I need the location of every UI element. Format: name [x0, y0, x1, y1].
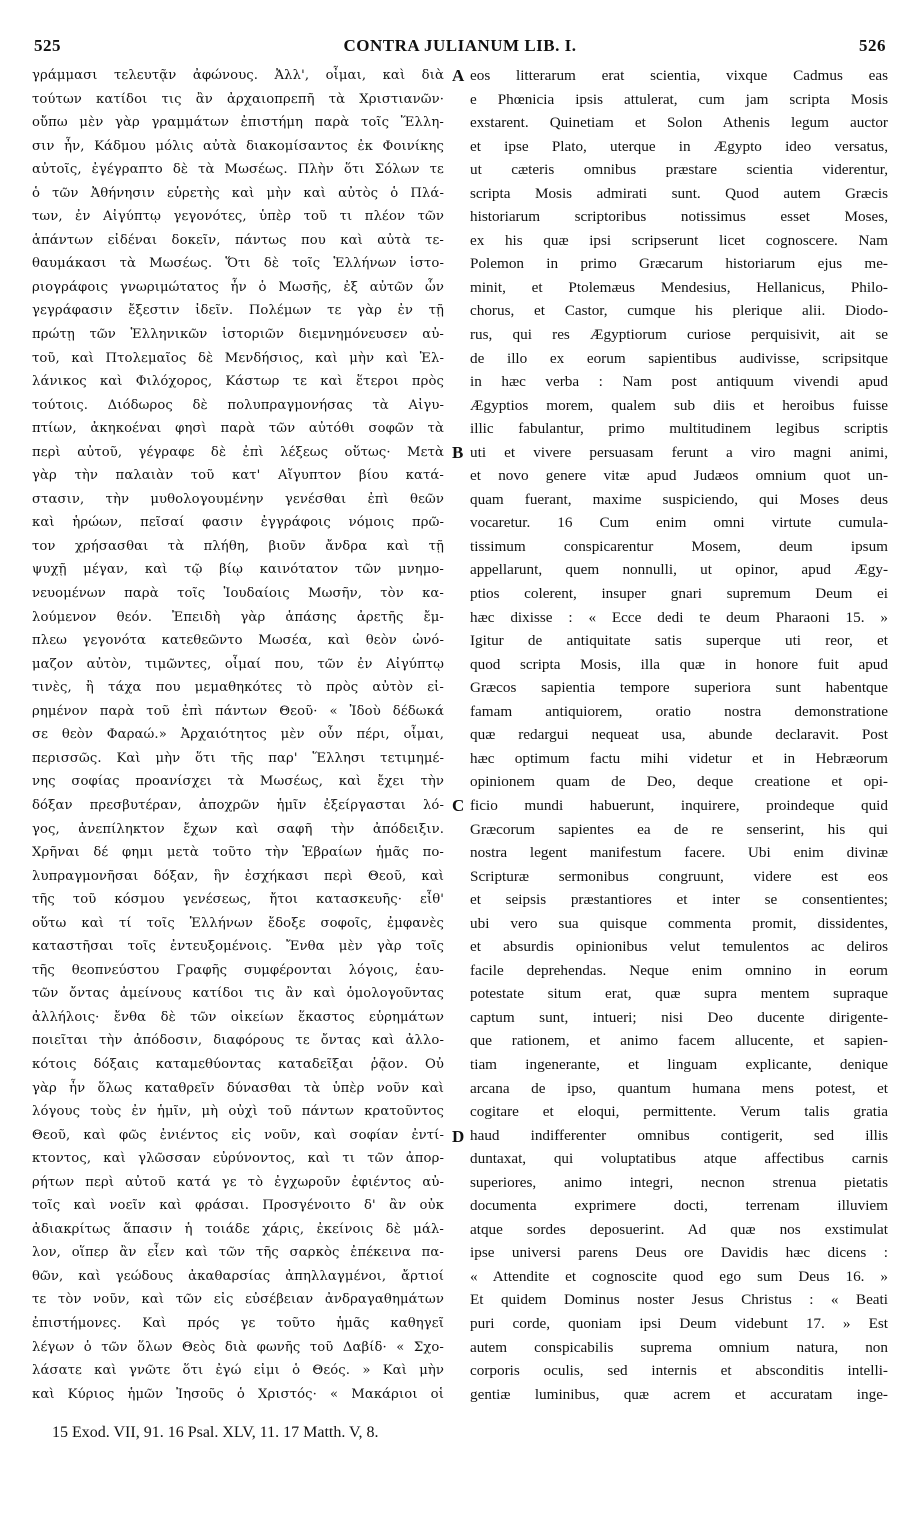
footnotes: 15 Exod. VII, 91. 16 Psal. XLV, 11. 17 Matth. V, 8.: [52, 1424, 379, 1441]
latin-line: « Attendite et cognoscite quod ego sum Deus 16. »: [470, 1267, 888, 1285]
latin-line: Græcos sapientia tempore superiora sunt habentque: [470, 679, 888, 697]
latin-line: de illo ex eorum sapientibus audivisse, scripsitque: [470, 349, 888, 367]
greek-line: λούμενον θεόν. Ἐπειδὴ γὰρ ἁπάσης ἀρετῆς ἔμ-: [32, 609, 444, 625]
latin-line: et novo genere vitæ apud Judæos omnium quot un-: [470, 467, 888, 485]
latin-line: hæc dixisse : « Ecce dedi te deum Pharaoni 15. »: [470, 608, 888, 626]
greek-line: ἀλλήλοις· ἔνθα δὲ τῶν οἰκείων ἕκαστος εὑρημάτων: [32, 1009, 444, 1025]
greek-line: τοῦ, καὶ Πτολεμαῖος δὲ Μενδήσιος, καὶ μὴν καὶ Ἑλ-: [32, 350, 444, 366]
greek-line: τινὲς, ἢ τάχα που μεμαθηκότες τὸ πρὸς αὐτὸν εἰ-: [32, 680, 444, 696]
greek-line: λυπραγμονῆσαι δόξαν, ἣν ἐσχήκασι περὶ Θεοῦ, καὶ: [32, 868, 444, 884]
greek-line: νης σοφίας προανίσχει τὰ Μωσέως, καὶ ἔχει τὴν: [32, 774, 444, 790]
latin-line: corporis oculis, sed internis et absconditis intelli-: [470, 1362, 888, 1380]
greek-line: γος, ἀνεπίληκτον ἔχων καὶ σαφῆ τὴν ἀπόδειξιν.: [32, 821, 444, 837]
greek-line: ψυχῇ μέγαν, καὶ τῷ βίῳ καινότατον τῶν μνημο-: [32, 562, 444, 578]
greek-line: καταστῆσαι τοῖς ἐντευξομένοις. Ἔνθα μὲν γὰρ τοῖς: [32, 939, 444, 955]
greek-line: τῶν ὄντας ἀμείνους κατίδοι τις ἂν καὶ ὁμολογοῦντας: [32, 986, 444, 1002]
greek-line: οὕτω καὶ τί τοῖς Ἑλλήνων ἔδοξε σοφοῖς, ἐμφανὲς: [32, 915, 444, 931]
latin-line: vocaretur. 16 Cum enim omni virtute cumula-: [470, 514, 888, 532]
latin-line: nostra legent manifestum facere. Ubi enim divinæ: [470, 844, 888, 862]
greek-line: πτίων, ἀκηκοέναι φησὶ παρὰ τῶν αὐτόθι σοφῶν τὰ: [32, 421, 444, 437]
latin-line: gentiæ luminibus, quæ acrem et accuratam inge-: [470, 1385, 888, 1403]
greek-line: περισσῶς. Καὶ μὴν ὅτι τῆς παρ' Ἕλλησι τετιμημέ-: [32, 750, 444, 766]
latin-line: et absurdis opinionibus velut temulentos ac deliros: [470, 938, 888, 956]
greek-line: ὁ τῶν Ἀθήνησιν εὑρετὴς καὶ μὴν καὶ αὐτὸς ὁ Πλά-: [32, 185, 444, 201]
latin-line: potestate situm erat, quæ supra mentem supraque: [470, 985, 888, 1003]
greek-line: τῆς θεοπνεύστου Γραφῆς συμφέρονται λόγοις, ἑαυ-: [32, 962, 444, 978]
greek-line: τῆς τοῦ κόσμου γενέσεως, ἤτοι κατασκευῆς· εἶθ': [32, 892, 444, 908]
section-marker-a: A: [452, 66, 465, 85]
latin-line: autem conspicabilis suprema omnium natura, non: [470, 1338, 888, 1356]
latin-line: Igitur de antiquitate satis superque uti reor, et: [470, 632, 888, 650]
greek-line: γὰρ ἦν ὅλως καταθρεῖν δύνασθαι τὰ ὑπὲρ νοῦν καὶ: [32, 1080, 444, 1096]
greek-line: σιν ἦν, Κάδμου μόλις αὐτὰ διακομίσαντος ἐκ Φοινίκης: [32, 138, 444, 154]
greek-line: λον, οἵπερ ἂν εἶεν καὶ τῶν τῆς σαρκὸς ἐπέκεινα πα-: [32, 1245, 444, 1261]
section-marker-b: B: [452, 443, 464, 462]
latin-line: hæc optimum factu mihi videtur et in Hebræorum: [470, 749, 888, 767]
latin-line: ut cæteris omnibus præstare scientia viderentur,: [470, 161, 888, 179]
page-number-right: 526: [859, 36, 886, 55]
greek-line: τε τὸν νοῦν, καὶ τῶν εἰς εὐσέβειαν ἀνδραγαθημάτων: [32, 1292, 444, 1308]
running-title: CONTRA JULIANUM LIB. I.: [343, 36, 577, 55]
latin-column: [470, 64, 888, 1406]
latin-line: atque sordes deposuerint. Ad quæ nos exstimulat: [470, 1220, 888, 1238]
latin-line: tiam ingenerante, et linguam explicante, denique: [470, 1055, 888, 1073]
latin-line: Et quidem Dominus noster Jesus Christus : « Beati: [470, 1291, 888, 1309]
greek-line: κτοντος, καὶ γλῶσσαν εὐρύνοντος, καὶ τι τῶν ἀπορ-: [32, 1151, 444, 1167]
latin-line: que rationem, et animo facem allucente, et sapien-: [470, 1032, 888, 1050]
latin-line: ubi vero sua quisque commenta promit, dissidentes,: [470, 914, 888, 932]
latin-line: quod scripta Mosis, illa quæ in honore fuit apud: [470, 655, 888, 673]
greek-line: θῶν, καὶ γεώδους ἀκαθαρσίας ἀπηλλαγμένοι, ἄρτιοί: [32, 1268, 444, 1284]
latin-line: superiores, animo integri, necnon strenua pietatis: [470, 1173, 888, 1191]
greek-line: τούτοις. Διόδωρος δὲ πολυπραγμονήσας τὰ Αἰγυ-: [32, 397, 444, 413]
latin-line: in hæc verba : Nam post antiquum vivendi apud: [470, 373, 888, 391]
greek-line: Χρῆναι δέ φημι μετὰ τοῦτο τὴν Ἑβραίων ἡμᾶς πο-: [32, 845, 444, 861]
section-marker-d: D: [452, 1127, 465, 1146]
greek-line: δόξαν πρεσβυτέραν, ἀποχρῶν ἡμῖν ἐξείργασται λό-: [32, 797, 444, 813]
latin-line: rus, qui res Ægyptiorum curiose perquisivit, ait se: [470, 326, 888, 344]
greek-line: λάσατε καὶ γνῶτε ὅτι ἐγώ εἰμι ὁ Θεός. » Καὶ μὴν: [32, 1363, 444, 1379]
latin-line: ipse universi parens Deus ore Davidis hæc dicens :: [470, 1244, 888, 1262]
latin-line: exstarent. Quinetiam et Solon Athenis legum auctor: [470, 114, 888, 132]
greek-line: ριογράφοις γνωριμώτατος ἦν ὁ Μωσῆς, ἐξ αὐτῶν ὧν: [32, 279, 444, 295]
latin-line: puri corde, quoniam ipsi Deum videbunt 17. » Est: [470, 1314, 888, 1332]
greek-line: καὶ Κύριος ἡμῶν Ἰησοῦς ὁ Χριστός· « Μακάριοι οἱ: [32, 1386, 444, 1402]
latin-line: et ipse Plato, uterque in Ægypto ideo versatus,: [470, 137, 888, 155]
latin-line: scripta Mosis admirati sunt. Quod autem Græcis: [470, 184, 888, 202]
latin-line: et seipsis præstantiores et inter se consentientes;: [470, 891, 888, 909]
latin-line: ex his quæ ipsi scripserunt licet cognoscere. Nam: [470, 231, 888, 249]
greek-line: ἁπάντων εἰδέναι δοκεῖν, πάντως που καὶ αὐτὰ τε-: [32, 232, 444, 248]
latin-line: appellarunt, quem nonnulli, ut opinor, apud Ægy-: [470, 561, 888, 579]
latin-line: eos litterarum erat scientia, vixque Cadmus eas: [470, 67, 888, 84]
latin-line: duntaxat, qui voluptatibus atque affectibus carnis: [470, 1150, 888, 1168]
latin-line: ficio mundi habuerunt, inquirere, proindeque quid: [470, 796, 888, 814]
latin-line: facile deprehendas. Neque enim omnino in eorum: [470, 961, 888, 979]
greek-line: γὰρ τὴν παλαιὰν τοῦ κατ' Αἴγυπτον βίου κατά-: [32, 468, 444, 484]
greek-line: θαυμάκασι τὰ Μωσέως. Ὅτι δὲ τοῖς Ἑλλήνων ἱστο-: [32, 256, 444, 272]
greek-line: ρημένον παρὰ τοῦ ἐπὶ πάντων Θεοῦ· « Ἰδοὺ δέδωκά: [32, 703, 444, 719]
latin-line: chorus, et Castor, cumque his plerique alii. Diodo-: [470, 302, 888, 320]
greek-line: σε θεὸν Φαραώ.» Ἀρχαιότητος μὲν οὖν πέρι, οἶμαι,: [32, 727, 444, 743]
latin-line: tissimum conspicarentur Mosem, deum ipsum: [470, 537, 888, 555]
greek-column: [32, 64, 444, 1406]
greek-line: των, ἐν Αἰγύπτῳ γεγονότες, ὑπὲρ τοῦ τι πλέον τῶν: [32, 209, 444, 225]
greek-line: τον χρήσασθαι τὰ πλήθη, βιοῦν ἄνδρα καὶ τῇ: [32, 538, 444, 554]
section-marker-c: C: [452, 796, 465, 815]
greek-line: τοῖς καὶ νοεῖν καὶ φράσαι. Προσγένοιτο δ' ἂν οὐκ: [32, 1198, 444, 1214]
greek-line: ἐπιστήμονες. Καὶ πρός γε τοῦτο ἡμᾶς καθηγεῖ: [32, 1315, 444, 1331]
latin-line: Polemon in primo Græcarum historiarum ejus me-: [470, 255, 888, 273]
latin-line: Ægyptios morem, qualem sub diis et heroibus fuisse: [470, 396, 888, 414]
greek-line: στασιν, τὴν μυθολογουμένην γενέσθαι ἐπὶ θεῶν: [32, 491, 444, 507]
greek-line: κότοις δόξαις καταμεθύοντας καταδεῖξαι ῥᾷον. Οὐ: [32, 1056, 444, 1072]
latin-line: quæ redargui nequeat usa, abunde declaravit. Post: [470, 726, 888, 744]
latin-line: Scripturæ sermonibus congruunt, videre est eos: [470, 867, 888, 885]
latin-line: quam fuerant, maxime suspiciendo, qui Moses deus: [470, 490, 888, 508]
latin-line: arcana de ipso, quantum humana mens potest, et: [470, 1079, 888, 1097]
latin-line: historiarum scriptoribus notissimus esset Moses,: [470, 208, 888, 226]
greek-line: λέγων ὁ τῶν ὅλων Θεὸς διὰ φωνῆς τοῦ Δαβίδ· « Σχο-: [32, 1339, 444, 1355]
latin-line: uti et vivere persuasam ferunt a viro magni animi,: [470, 443, 888, 461]
greek-line: ποιεῖται τὴν ἀπόδοσιν, διαφόρους τε ὄντας καὶ ἀλλο-: [32, 1033, 444, 1049]
latin-line: famam antiquiorem, oratio nostra demonstratione: [470, 702, 888, 720]
greek-line: νευομένων παρὰ τοῖς Ἰουδαίοις Μωσῆν, τὸν κα-: [32, 586, 444, 602]
latin-line: illic fabulantur, primo multitudinem legibus scriptis: [470, 420, 888, 438]
latin-line: documenta exprimere docti, terrenam illuviem: [470, 1197, 888, 1215]
greek-line: οὔπω μὲν γὰρ γραμμάτων ἐπιστήμη παρὰ τοῖς Ἕλλη-: [32, 115, 444, 131]
page-number-left: 525: [34, 36, 61, 55]
greek-line: αὐτοῖς, ἐγέγραπτο δὲ τὰ Μωσέως. Πλὴν ὅτι Σόλων τε: [32, 162, 444, 178]
latin-line: ptios colerent, insuper gnari supremum Deum ei: [470, 585, 888, 603]
greek-line: λόγους τοὺς ἐν ἡμῖν, μὴ οὐχὶ τοῦ πάντων κρατοῦντος: [32, 1104, 444, 1120]
greek-line: ρήτων περὶ αὐτοῦ κατά γε τὸ ἐγχωροῦν ἐφιέντος αὐ-: [32, 1174, 444, 1190]
latin-line: cogitare et eloqui, permittente. Verum talis gratia: [470, 1103, 888, 1121]
latin-line: e Phœnicia ipsis attulerat, cum jam scripta Mosis: [470, 90, 888, 108]
greek-line: γράμμασι τελευτᾷν ἀφώνους. Ἀλλ', οἶμαι, καὶ διὰ: [32, 68, 444, 83]
greek-line: λάνικος καὶ Φιλόχορος, Κάστωρ τε καὶ ἕτεροι πρὸς: [32, 374, 444, 390]
greek-line: Θεοῦ, καὶ φῶς ἐνιέντος εἰς νοῦν, καὶ σοφίαν ἐντί-: [32, 1127, 444, 1143]
greek-line: τούτων κατίδοι τις ἂν ἀρχαιοπρεπῆ τὰ Χριστιανῶν·: [32, 91, 444, 107]
latin-line: haud indifferenter omnibus contigerit, sed illis: [470, 1126, 888, 1144]
greek-line: πρώτῃ τῶν Ἑλληνικῶν ἱστοριῶν διεμνημόνευσεν αὐ-: [32, 327, 444, 343]
latin-line: Græcorum sapientes ea de re senserint, his qui: [470, 820, 888, 838]
greek-line: καὶ ἡρώων, πεῖσαί φασιν ἐγγράφοις νόμοις πρῶ-: [32, 515, 444, 531]
greek-line: περὶ αὐτοῦ, γέγραφε δὲ ἐπὶ λέξεως οὕτως· Μετὰ: [32, 444, 444, 460]
latin-line: opinionem quam de Deo, deque creatione et opi-: [470, 773, 888, 791]
greek-line: γεγράφασιν ἔξεστιν ἰδεῖν. Πολέμων τε γὰρ ἐν τῇ: [32, 303, 444, 319]
greek-line: πλεω γεγονότα κατεθεῶντο Μωσέα, καὶ θεὸν ὠνό-: [32, 633, 444, 649]
latin-line: captum sunt, intueri; nisi Deo ducente dirigente-: [470, 1008, 888, 1026]
greek-line: μαζον αὐτὸν, τιμῶντες, οἶμαί που, τῶν ἐν Αἰγύπτῳ: [32, 656, 444, 672]
latin-line: minit, et Ptolemæus Mendesius, Hellanicus, Philo-: [470, 278, 888, 296]
greek-line: ἀδιακρίτως ἅπασιν ἡ τοιάδε χάρις, ἐκείνοις δὲ μάλ-: [32, 1221, 444, 1237]
